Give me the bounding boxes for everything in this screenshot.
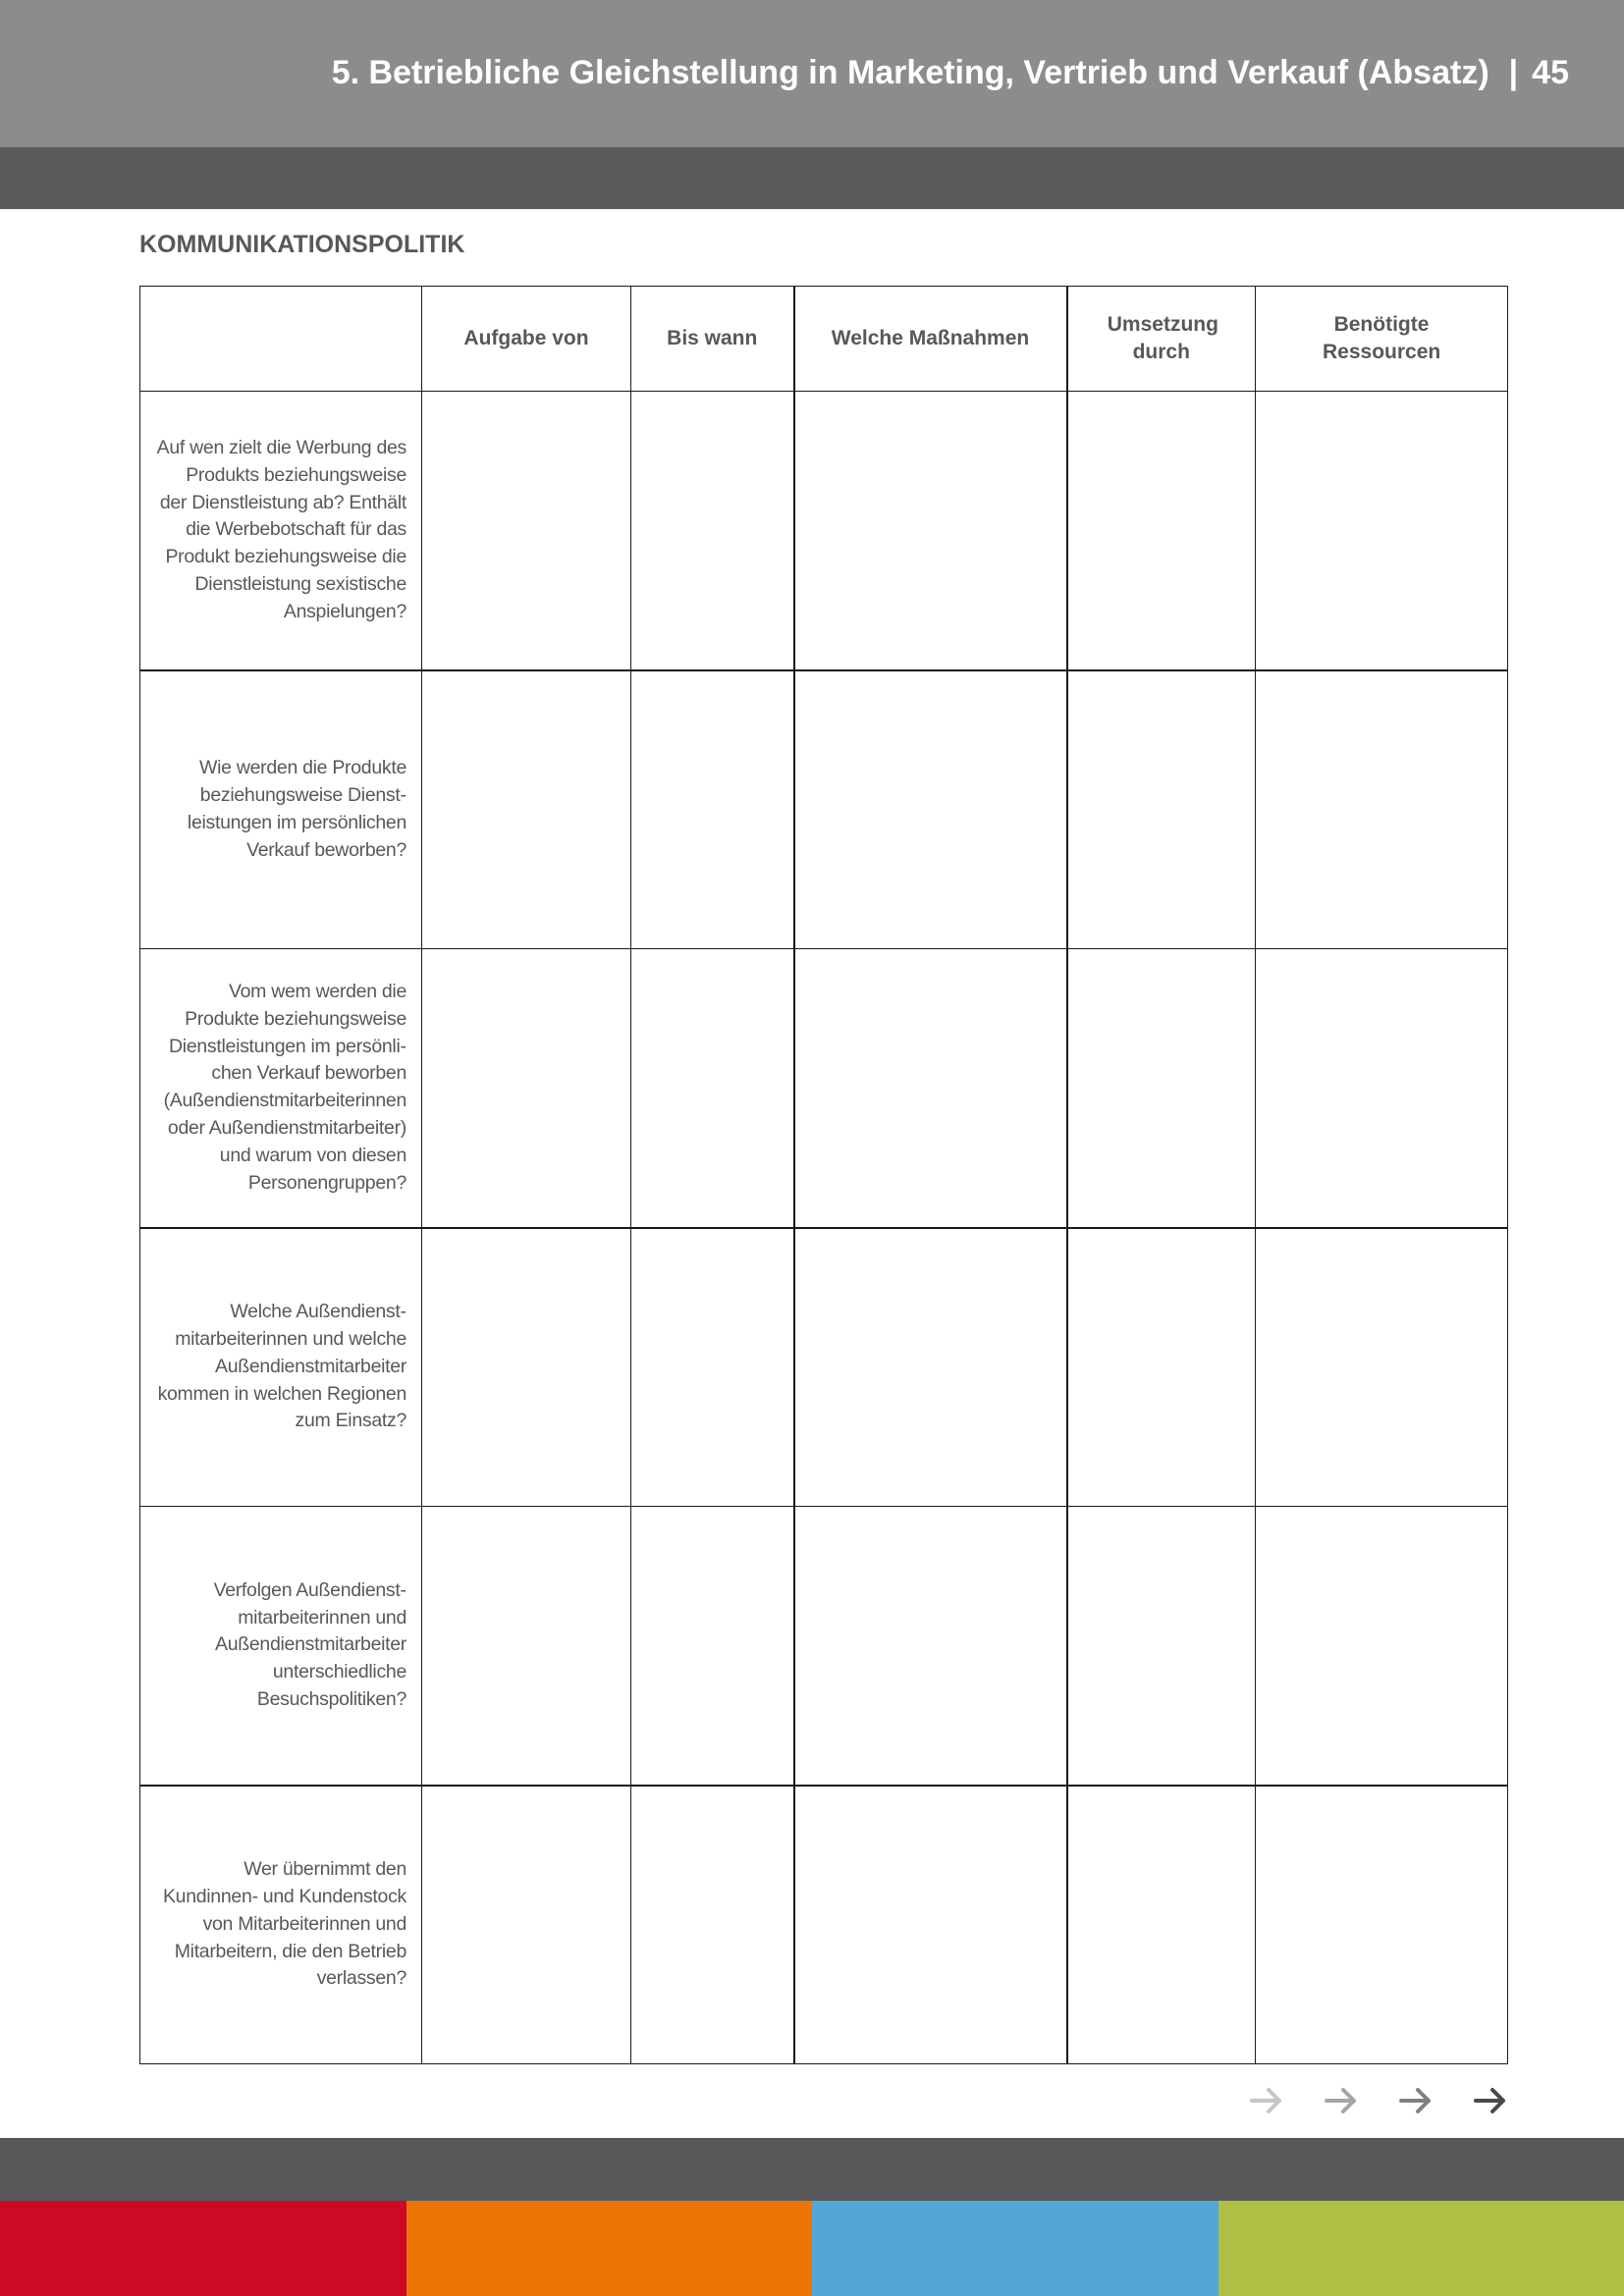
answer-cell-bis-wann[interactable] [631, 1228, 794, 1507]
answer-cell-bis-wann[interactable] [631, 949, 794, 1228]
answer-cell-bis-wann[interactable] [631, 392, 794, 670]
header-separator: | [1508, 54, 1519, 91]
answer-cell-massnahmen[interactable] [794, 670, 1067, 949]
footer-stripe-green [1218, 2201, 1624, 2296]
table-row [140, 1786, 1508, 2064]
answer-cell-bis-wann[interactable] [631, 1507, 794, 1786]
page-header [332, 53, 1569, 92]
answer-cell-massnahmen[interactable] [794, 392, 1067, 670]
question-cell: Vom wem werden die Produkte beziehungsweise Dienstleistungen im persönlichen Verkauf beworben (Außendienstmitarbeiterinnen oder Außendienstmitarbeiter) und warum von diesen Personengruppen? [140, 949, 422, 1228]
answer-cell-aufgabe-von[interactable] [422, 949, 631, 1228]
answer-cell-massnahmen[interactable] [794, 1786, 1067, 2064]
arrow-right-icon[interactable] [1473, 2081, 1508, 2120]
answer-cell-aufgabe-von[interactable] [422, 670, 631, 949]
question-cell: Auf wen zielt die Werbung des Produkts beziehungsweise der Dienstleistung ab? Enthält die Werbebotschaft für das Produkt beziehungsweise die Dienstleistung sexistische Anspielungen? [140, 392, 422, 670]
answer-cell-umsetzung[interactable] [1067, 1228, 1256, 1507]
answer-cell-massnahmen[interactable] [794, 1228, 1067, 1507]
arrow-right-icon[interactable] [1324, 2081, 1359, 2120]
page-number: 45 [1532, 54, 1569, 91]
answer-cell-ressourcen[interactable] [1256, 1507, 1508, 1786]
planning-table [139, 286, 1508, 2064]
header-cell-aufgabe-von: Aufgabe von [422, 287, 631, 392]
answer-cell-bis-wann[interactable] [631, 670, 794, 949]
question-cell: Wie werden die Produkte beziehungsweise Dienstleistungen im persönlichen Verkauf beworben? [140, 670, 422, 949]
header-cell-ressourcen: Benötigte Ressourcen [1256, 287, 1508, 392]
header-cell-umsetzung: Umsetzung durch [1067, 287, 1256, 392]
header-cell-massnahmen: Welche Maßnahmen [794, 287, 1067, 392]
table-row [140, 392, 1508, 670]
question-cell: Verfolgen Außendienstmitarbeiterinnen und Außendienstmitarbeiter unterschiedliche Besuchspolitiken? [140, 1507, 422, 1786]
header-cell-question [140, 287, 422, 392]
answer-cell-ressourcen[interactable] [1256, 670, 1508, 949]
page-navigation [1249, 2081, 1508, 2120]
answer-cell-umsetzung[interactable] [1067, 670, 1256, 949]
answer-cell-aufgabe-von[interactable] [422, 1786, 631, 2064]
answer-cell-umsetzung[interactable] [1067, 1507, 1256, 1786]
table-row [140, 949, 1508, 1228]
answer-cell-massnahmen[interactable] [794, 949, 1067, 1228]
answer-cell-umsetzung[interactable] [1067, 392, 1256, 670]
footer-stripe-red [0, 2201, 406, 2296]
footer-bar [0, 2138, 1624, 2201]
arrow-right-icon[interactable] [1249, 2081, 1284, 2120]
answer-cell-aufgabe-von[interactable] [422, 392, 631, 670]
question-cell: Welche Außendienstmitarbeiterinnen und welche Außendienstmitarbeiter kommen in welchen Regionen zum Einsatz? [140, 1228, 422, 1507]
answer-cell-aufgabe-von[interactable] [422, 1507, 631, 1786]
header-cell-bis-wann: Bis wann [631, 287, 794, 392]
footer-stripe-blue [812, 2201, 1218, 2296]
answer-cell-umsetzung[interactable] [1067, 1786, 1256, 2064]
header-bar [0, 147, 1624, 209]
answer-cell-ressourcen[interactable] [1256, 949, 1508, 1228]
table-row [140, 670, 1508, 949]
question-cell: Wer übernimmt den Kundinnen- und Kundenstock von Mitarbeiterinnen und Mitarbeitern, die den Betrieb verlassen? [140, 1786, 422, 2064]
answer-cell-ressourcen[interactable] [1256, 392, 1508, 670]
section-title: KOMMUNIKATIONSPOLITIK [139, 231, 465, 258]
table-row [140, 1507, 1508, 1786]
table-header-row [140, 287, 1508, 392]
answer-cell-massnahmen[interactable] [794, 1507, 1067, 1786]
arrow-right-icon[interactable] [1398, 2081, 1434, 2120]
footer-color-stripes [0, 2201, 1624, 2296]
answer-cell-bis-wann[interactable] [631, 1786, 794, 2064]
answer-cell-aufgabe-von[interactable] [422, 1228, 631, 1507]
answer-cell-ressourcen[interactable] [1256, 1786, 1508, 2064]
answer-cell-umsetzung[interactable] [1067, 949, 1256, 1228]
header-title: 5. Betriebliche Gleichstellung in Marketing, Vertrieb und Verkauf (Absatz) [331, 54, 1489, 91]
answer-cell-ressourcen[interactable] [1256, 1228, 1508, 1507]
footer-stripe-orange [406, 2201, 813, 2296]
table-row [140, 1228, 1508, 1507]
